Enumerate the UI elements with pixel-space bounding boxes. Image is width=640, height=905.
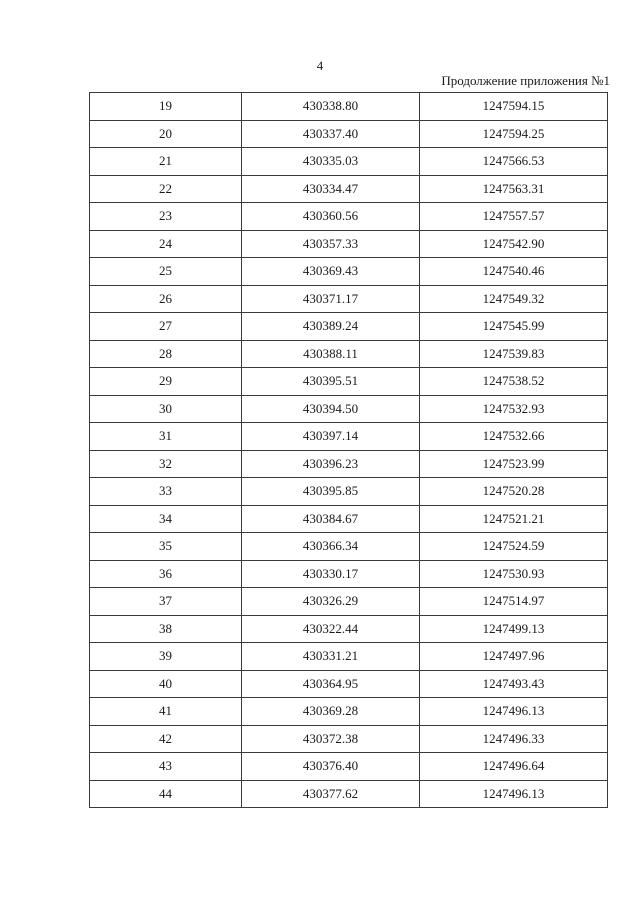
point-number-cell: 41	[90, 698, 242, 726]
table-row	[90, 698, 608, 726]
point-number-cell: 34	[90, 505, 242, 533]
x-coordinate-cell: 430397.14	[242, 423, 420, 451]
point-number-cell: 42	[90, 725, 242, 753]
y-coordinate-cell: 1247594.25	[420, 120, 608, 148]
y-coordinate-cell: 1247520.28	[420, 478, 608, 506]
table-row	[90, 780, 608, 808]
point-number-cell: 19	[90, 93, 242, 121]
y-coordinate-cell: 1247557.57	[420, 203, 608, 231]
y-coordinate-cell: 1247497.96	[420, 643, 608, 671]
table-row	[90, 725, 608, 753]
y-coordinate-cell: 1247523.99	[420, 450, 608, 478]
point-number-cell: 35	[90, 533, 242, 561]
y-coordinate-cell: 1247530.93	[420, 560, 608, 588]
x-coordinate-cell: 430396.23	[242, 450, 420, 478]
table-row	[90, 203, 608, 231]
point-number-cell: 28	[90, 340, 242, 368]
table-row	[90, 93, 608, 121]
table-row	[90, 615, 608, 643]
table-row	[90, 670, 608, 698]
point-number-cell: 29	[90, 368, 242, 396]
coordinates-table	[89, 92, 608, 808]
y-coordinate-cell: 1247496.13	[420, 780, 608, 808]
x-coordinate-cell: 430335.03	[242, 148, 420, 176]
x-coordinate-cell: 430360.56	[242, 203, 420, 231]
table-row	[90, 285, 608, 313]
page-number: 4	[316, 58, 324, 73]
x-coordinate-cell: 430331.21	[242, 643, 420, 671]
point-number-cell: 32	[90, 450, 242, 478]
y-coordinate-cell: 1247524.59	[420, 533, 608, 561]
point-number-cell: 26	[90, 285, 242, 313]
point-number-cell: 20	[90, 120, 242, 148]
point-number-cell: 37	[90, 588, 242, 616]
y-coordinate-cell: 1247539.83	[420, 340, 608, 368]
point-number-cell: 30	[90, 395, 242, 423]
y-coordinate-cell: 1247594.15	[420, 93, 608, 121]
y-coordinate-cell: 1247549.32	[420, 285, 608, 313]
x-coordinate-cell: 430384.67	[242, 505, 420, 533]
table-row	[90, 753, 608, 781]
x-coordinate-cell: 430357.33	[242, 230, 420, 258]
table-row	[90, 175, 608, 203]
table-row	[90, 505, 608, 533]
x-coordinate-cell: 430377.62	[242, 780, 420, 808]
table-row	[90, 120, 608, 148]
y-coordinate-cell: 1247542.90	[420, 230, 608, 258]
x-coordinate-cell: 430376.40	[242, 753, 420, 781]
table-row	[90, 478, 608, 506]
point-number-cell: 24	[90, 230, 242, 258]
y-coordinate-cell: 1247532.93	[420, 395, 608, 423]
table-row	[90, 258, 608, 286]
x-coordinate-cell: 430366.34	[242, 533, 420, 561]
table-row	[90, 560, 608, 588]
table-row	[90, 340, 608, 368]
x-coordinate-cell: 430369.43	[242, 258, 420, 286]
table-row	[90, 313, 608, 341]
y-coordinate-cell: 1247521.21	[420, 505, 608, 533]
point-number-cell: 43	[90, 753, 242, 781]
point-number-cell: 38	[90, 615, 242, 643]
point-number-cell: 31	[90, 423, 242, 451]
point-number-cell: 36	[90, 560, 242, 588]
x-coordinate-cell: 430369.28	[242, 698, 420, 726]
x-coordinate-cell: 430388.11	[242, 340, 420, 368]
point-number-cell: 44	[90, 780, 242, 808]
y-coordinate-cell: 1247538.52	[420, 368, 608, 396]
x-coordinate-cell: 430338.80	[242, 93, 420, 121]
x-coordinate-cell: 430330.17	[242, 560, 420, 588]
y-coordinate-cell: 1247545.99	[420, 313, 608, 341]
x-coordinate-cell: 430322.44	[242, 615, 420, 643]
table-row	[90, 450, 608, 478]
y-coordinate-cell: 1247566.53	[420, 148, 608, 176]
table-row	[90, 395, 608, 423]
table-row	[90, 643, 608, 671]
table-row	[90, 533, 608, 561]
table-row	[90, 423, 608, 451]
coordinates-table-body	[90, 93, 608, 808]
y-coordinate-cell: 1247499.13	[420, 615, 608, 643]
table-row	[90, 230, 608, 258]
point-number-cell: 33	[90, 478, 242, 506]
x-coordinate-cell: 430371.17	[242, 285, 420, 313]
point-number-cell: 27	[90, 313, 242, 341]
point-number-cell: 22	[90, 175, 242, 203]
appendix-continuation-note: Продолжение приложения №1	[441, 73, 610, 88]
y-coordinate-cell: 1247496.64	[420, 753, 608, 781]
x-coordinate-cell: 430337.40	[242, 120, 420, 148]
table-row	[90, 148, 608, 176]
point-number-cell: 25	[90, 258, 242, 286]
point-number-cell: 39	[90, 643, 242, 671]
y-coordinate-cell: 1247496.13	[420, 698, 608, 726]
y-coordinate-cell: 1247493.43	[420, 670, 608, 698]
point-number-cell: 21	[90, 148, 242, 176]
x-coordinate-cell: 430372.38	[242, 725, 420, 753]
y-coordinate-cell: 1247496.33	[420, 725, 608, 753]
point-number-cell: 23	[90, 203, 242, 231]
y-coordinate-cell: 1247563.31	[420, 175, 608, 203]
y-coordinate-cell: 1247514.97	[420, 588, 608, 616]
x-coordinate-cell: 430326.29	[242, 588, 420, 616]
table-row	[90, 368, 608, 396]
x-coordinate-cell: 430364.95	[242, 670, 420, 698]
y-coordinate-cell: 1247532.66	[420, 423, 608, 451]
x-coordinate-cell: 430389.24	[242, 313, 420, 341]
y-coordinate-cell: 1247540.46	[420, 258, 608, 286]
point-number-cell: 40	[90, 670, 242, 698]
x-coordinate-cell: 430395.85	[242, 478, 420, 506]
x-coordinate-cell: 430395.51	[242, 368, 420, 396]
x-coordinate-cell: 430394.50	[242, 395, 420, 423]
table-row	[90, 588, 608, 616]
x-coordinate-cell: 430334.47	[242, 175, 420, 203]
